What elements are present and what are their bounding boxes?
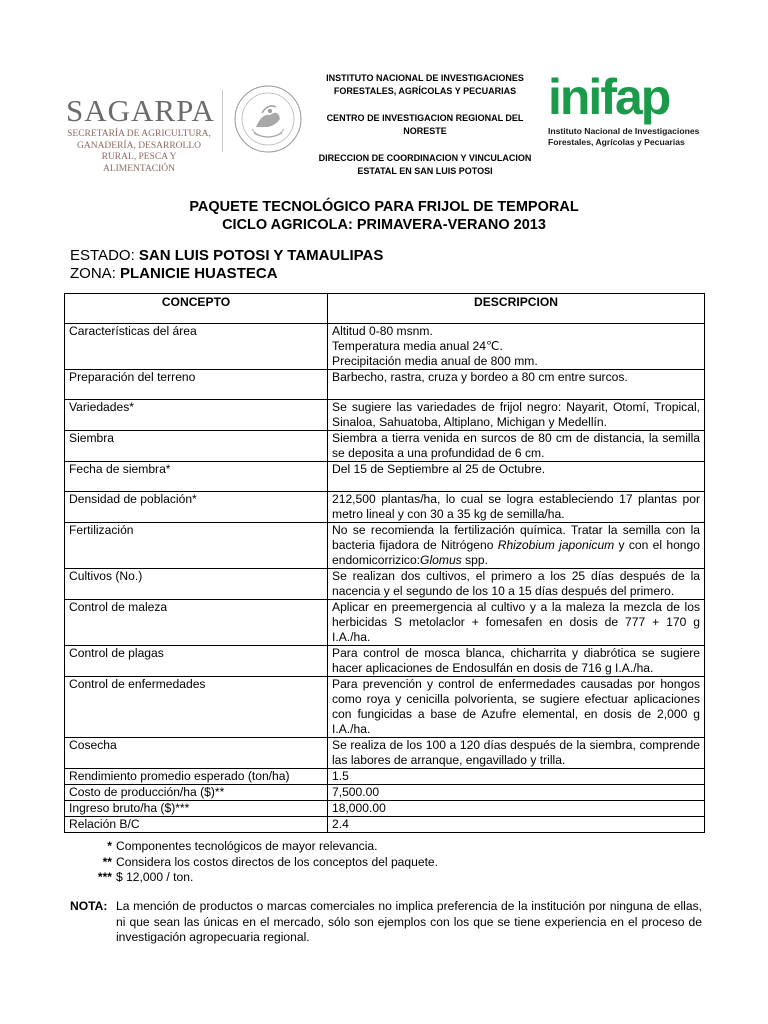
table-header-row <box>65 294 705 324</box>
table-row <box>65 569 705 600</box>
mexico-coat-of-arms-icon <box>232 83 304 155</box>
institute-line: DIRECCION DE COORDINACION Y VINCULACION <box>318 153 532 163</box>
table-cell-descripcion: Aplicar en preemergencia al cultivo y a la maleza la mezcla de los herbicidas S metolaclor + fomesafen en dosis de 777 + 170 g I.A./ha. <box>328 600 705 646</box>
description-line: Altitud 0-80 msnm. <box>332 324 433 338</box>
document-subtitle: CICLO AGRICOLA: PRIMAVERA-VERANO 2013 <box>222 217 546 233</box>
table-cell-descripcion: Siembra a tierra venida en surcos de 80 cm de distancia, la semilla se deposita a una profundidad de 6 cm. <box>328 431 705 462</box>
sagarpa-logo <box>66 95 216 175</box>
table-row <box>65 677 705 738</box>
nota-text: La mención de productos o marcas comerciales no implica preferencia de la institución por ninguna de ellas, ni que sean las únicas en el mercado, sólo son ejemplos con los que se tiene experiencia en el proceso de investigación agropecuaria regional. <box>116 899 702 944</box>
species-name: Rhizobium japonicum <box>497 538 615 552</box>
description-text: y con el hongo endomicorrizico: <box>332 538 700 567</box>
institute-line: NORESTE <box>403 126 447 136</box>
zona-value: PLANICIE HUASTECA <box>120 265 278 282</box>
institute-line: FORESTALES, AGRÍCOLAS Y PECUARIAS <box>333 86 517 96</box>
table-row <box>65 370 705 400</box>
footnote-mark: *** <box>97 870 112 884</box>
table-row <box>65 600 705 646</box>
inifap-wordmark-text: inifap <box>548 69 670 125</box>
zona-label: ZONA: <box>70 265 121 282</box>
footnote <box>88 839 438 855</box>
inifap-subtitle-2: Forestales, Agrícolas y Pecuarias <box>548 136 685 147</box>
footnote-mark: * <box>107 839 112 853</box>
table-cell-concepto: Control de plagas <box>65 646 328 677</box>
document-header <box>0 0 768 195</box>
table-cell-concepto: Fecha de siembra* <box>65 462 328 492</box>
technology-table <box>64 293 705 833</box>
table-cell-descripcion: Barbecho, rastra, cruza y bordeo a 80 cm entre surcos. <box>328 370 705 400</box>
inifap-logo <box>548 70 718 147</box>
nota-block <box>70 899 702 946</box>
institute-line: ESTATAL EN SAN LUIS POTOSI <box>357 166 493 176</box>
table-row <box>65 738 705 769</box>
table-row <box>65 431 705 462</box>
footnotes <box>88 839 438 886</box>
footnote <box>88 870 438 886</box>
institute-line: CENTRO DE INVESTIGACION REGIONAL DEL <box>326 113 524 123</box>
table-cell-descripcion: 7,500.00 <box>328 785 705 801</box>
sagarpa-name: SAGARPA <box>66 93 215 128</box>
estado-label: ESTADO: <box>70 247 139 264</box>
description-line: Precipitación media anual de 800 mm. <box>332 354 538 368</box>
sagarpa-subtitle: SECRETARÍA DE AGRICULTURA, GANADERÍA, DESARROLLO RURAL, PESCA Y ALIMENTACIÓN <box>67 129 211 174</box>
table-cell-concepto: Rendimiento promedio esperado (ton/ha) <box>65 769 328 785</box>
table-cell-concepto: Cosecha <box>65 738 328 769</box>
table-row <box>65 400 705 431</box>
table-cell-concepto: Cultivos (No.) <box>65 569 328 600</box>
table-cell-concepto: Preparación del terreno <box>65 370 328 400</box>
table-row <box>65 462 705 492</box>
footnote-text: Componentes tecnológicos de mayor relevancia. <box>116 839 378 853</box>
table-cell-concepto: Variedades* <box>65 400 328 431</box>
table-cell-descripcion: 18,000.00 <box>328 801 705 817</box>
description-text: spp. <box>461 553 488 567</box>
table-cell-concepto: Costo de producción/ha ($)** <box>65 785 328 801</box>
description-text: No se recomienda la fertilización química. Tratar la semilla con la bacteria fijadora de Nitrógeno <box>332 523 700 552</box>
table-row <box>65 523 705 569</box>
table-cell-concepto: Relación B/C <box>65 817 328 833</box>
nota-label: NOTA: <box>70 899 108 913</box>
document-title: PAQUETE TECNOLÓGICO PARA FRIJOL DE TEMPORAL <box>189 199 579 215</box>
footnote <box>88 855 438 871</box>
table-cell-descripcion: 212,500 plantas/ha, lo cual se logra estableciendo 17 plantas por metro lineal y con 30 a 35 kg de semilla/ha. <box>328 492 705 523</box>
table-cell-descripcion: Se realiza de los 100 a 120 días después de la siembra, comprende las labores de arranque, engavillado y trilla. <box>328 738 705 769</box>
logo-divider <box>222 90 223 152</box>
table-row <box>65 492 705 523</box>
table-cell-descripcion: Se realizan dos cultivos, el primero a los 25 días después de la nacencia y el segundo de los 10 a 15 días después del primero. <box>328 569 705 600</box>
estado-line <box>70 247 383 265</box>
footnote-text: Considera los costos directos de los conceptos del paquete. <box>116 854 439 869</box>
table-cell-descripcion <box>328 324 705 370</box>
table-cell-concepto: Siembra <box>65 431 328 462</box>
table-cell-descripcion: Para prevención y control de enfermedades causadas por hongos como roya y cenicilla polvorienta, se sugiere efectuar aplicaciones con fungicidas a base de Azufre elemental, en dosis de 2,000 g I.A./ha. <box>328 677 705 738</box>
institute-line: INSTITUTO NACIONAL DE INVESTIGACIONES <box>326 73 524 83</box>
table-cell-descripcion: Del 15 de Septiembre al 25 de Octubre. <box>328 462 705 492</box>
table-row <box>65 785 705 801</box>
footnote-text: $ 12,000 / ton. <box>116 870 194 884</box>
table-cell-concepto: Control de maleza <box>65 600 328 646</box>
table-cell-descripcion: Para control de mosca blanca, chicharrita y diabrótica se sugiere hacer aplicaciones de Endosulfán en dosis de 716 g I.A./ha. <box>328 646 705 677</box>
footnote-mark: ** <box>102 854 112 869</box>
table-cell-descripcion <box>328 523 705 569</box>
table-cell-descripcion: Se sugiere las variedades de frijol negro: Nayarit, Otomí, Tropical, Sinaloa, Sahuatoba, Altiplano, Michigan y Medellín. <box>328 400 705 431</box>
column-header-descripcion: DESCRIPCION <box>328 294 705 324</box>
zona-line <box>70 265 278 283</box>
table-cell-concepto: Control de enfermedades <box>65 677 328 738</box>
table-cell-concepto: Fertilización <box>65 523 328 569</box>
table-row <box>65 324 705 370</box>
table-cell-concepto: Ingreso bruto/ha ($)*** <box>65 801 328 817</box>
inifap-wordmark <box>548 69 718 125</box>
table-row <box>65 817 705 833</box>
table-cell-concepto: Características del área <box>65 324 328 370</box>
table-cell-descripcion: 2.4 <box>328 817 705 833</box>
column-header-concepto: CONCEPTO <box>65 294 328 324</box>
table-row <box>65 769 705 785</box>
estado-value: SAN LUIS POTOSI Y TAMAULIPAS <box>138 247 384 264</box>
description-line: Temperatura media anual 24℃. <box>332 339 503 353</box>
table-cell-descripcion: 1.5 <box>328 769 705 785</box>
species-name: Glomus <box>420 553 462 567</box>
table-row <box>65 801 705 817</box>
table-cell-concepto: Densidad de población* <box>65 492 328 523</box>
institute-block <box>305 72 545 178</box>
table-row <box>65 646 705 677</box>
inifap-subtitle-1: Instituto Nacional de Investigaciones <box>548 126 700 136</box>
